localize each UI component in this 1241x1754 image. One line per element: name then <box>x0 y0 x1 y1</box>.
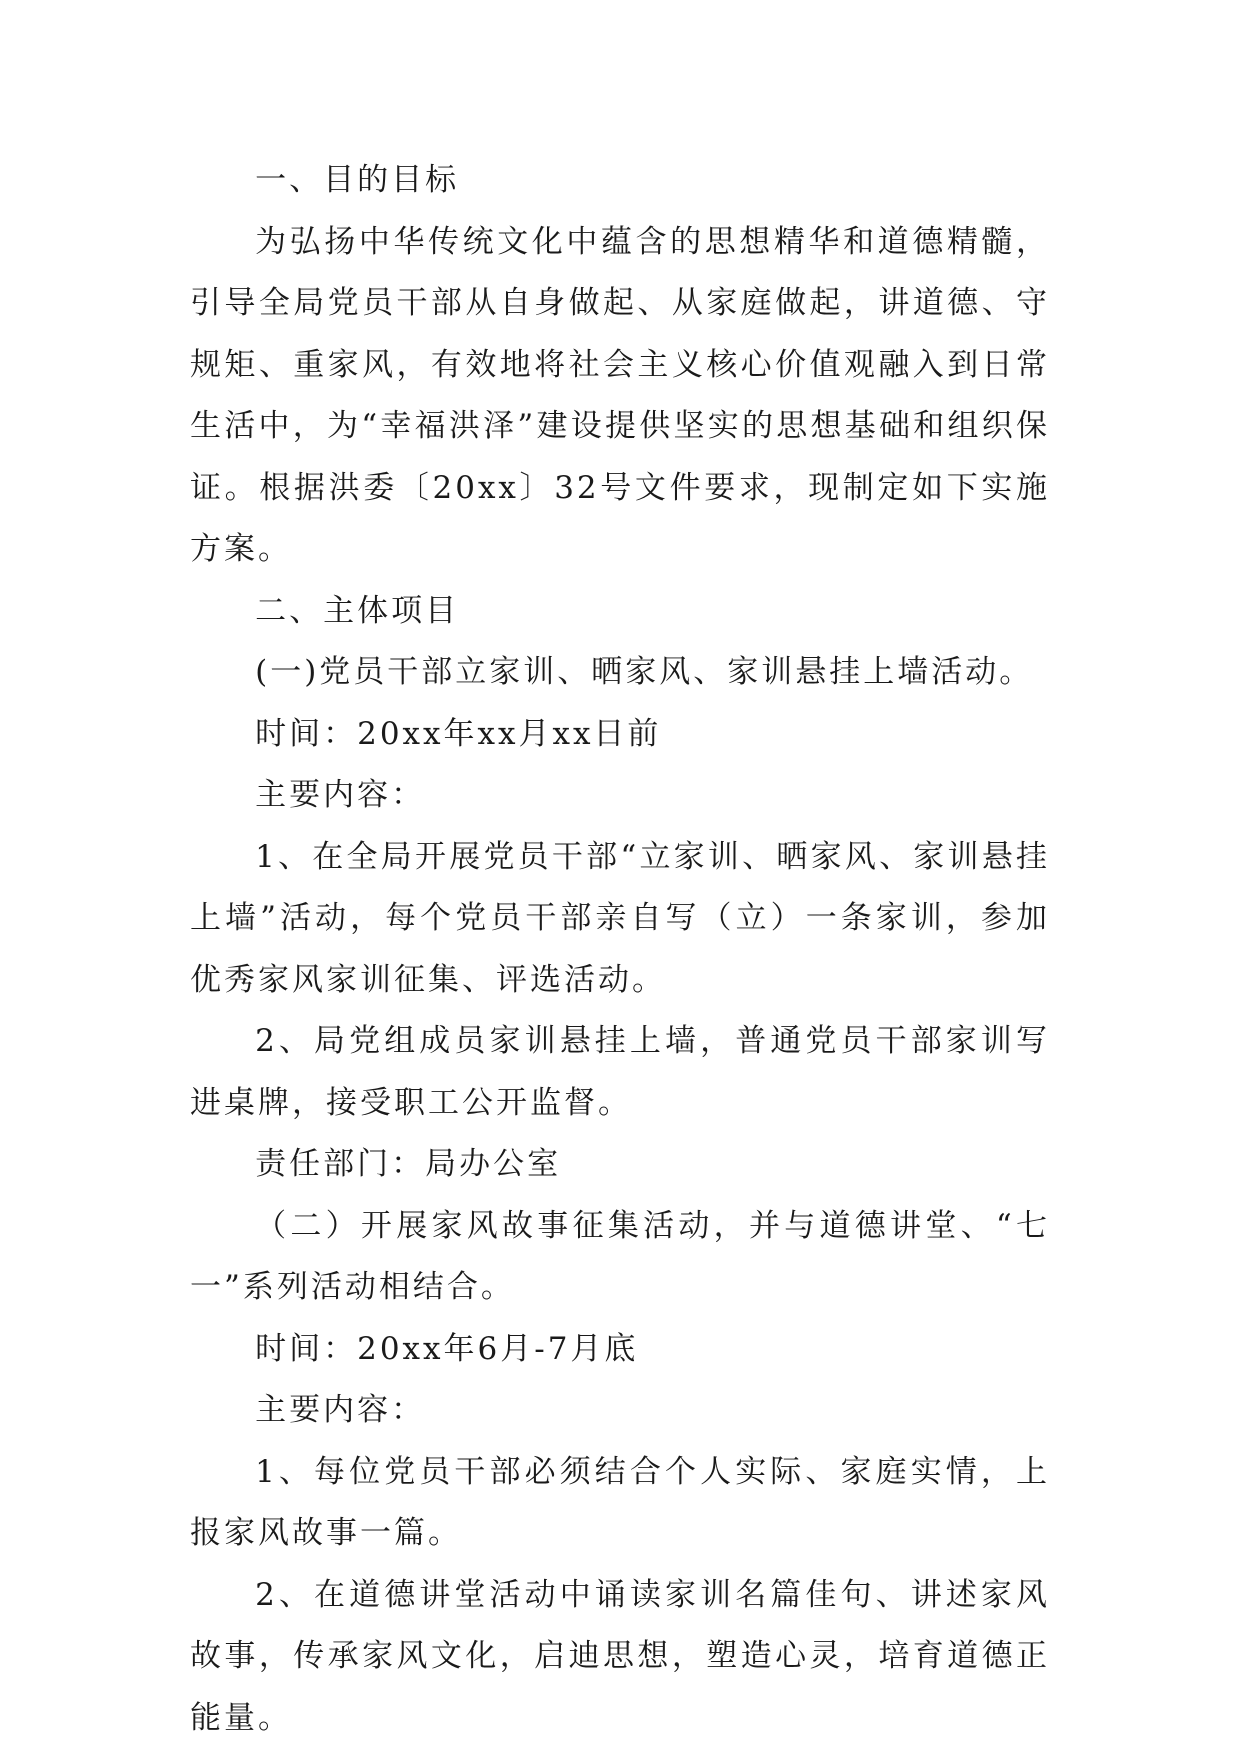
paragraph-purpose-text: 为弘扬中华传统文化中蕴含的思想精华和道德精髓，引导全局党员干部从自身做起、从家庭做起，讲道德、守规矩、重家风，有效地将社会主义核心价值观融入到日常生活中，为“幸福洪泽”建设提供坚实的思想基础和组织保证。根据洪委〔20xx〕32号文件要求，现制定如下实施方案。 <box>190 223 1050 567</box>
project-2-item-2: 2、在道德讲堂活动中诵读家训名篇佳句、讲述家风故事，传承家风文化，启迪思想，塑造心灵，培育道德正能量。 <box>190 1576 1050 1736</box>
project-1-item-1: 1、在全局开展党员干部“立家训、晒家风、家训悬挂上墙”活动，每个党员干部亲自写（立）一条家训，参加优秀家风家训征集、评选活动。 <box>190 838 1050 998</box>
document-body <box>190 150 1050 1749</box>
section-heading-purpose: 一、目的目标 <box>255 162 460 198</box>
project-1-item-2: 2、局党组成员家训悬挂上墙，普通党员干部家训写进桌牌，接受职工公开监督。 <box>190 1023 1050 1121</box>
project-2-content-label: 主要内容： <box>255 1392 426 1428</box>
project-1-content-label: 主要内容： <box>255 777 426 813</box>
project-2-time: 时间：20xx年6月-7月底 <box>255 1330 639 1367</box>
project-1-department: 责任部门：局办公室 <box>255 1146 562 1182</box>
project-1-time: 时间：20xx年xx月xx日前 <box>255 715 662 752</box>
subsection-heading-1: (一)党员干部立家训、晒家风、家训悬挂上墙活动。 <box>255 654 1034 690</box>
subsection-heading-2: （二）开展家风故事征集活动，并与道德讲堂、“七一”系列活动相结合。 <box>190 1207 1050 1305</box>
project-2-item-1: 1、每位党员干部必须结合个人实际、家庭实情，上报家风故事一篇。 <box>190 1453 1050 1551</box>
section-heading-projects: 二、主体项目 <box>255 592 460 629</box>
